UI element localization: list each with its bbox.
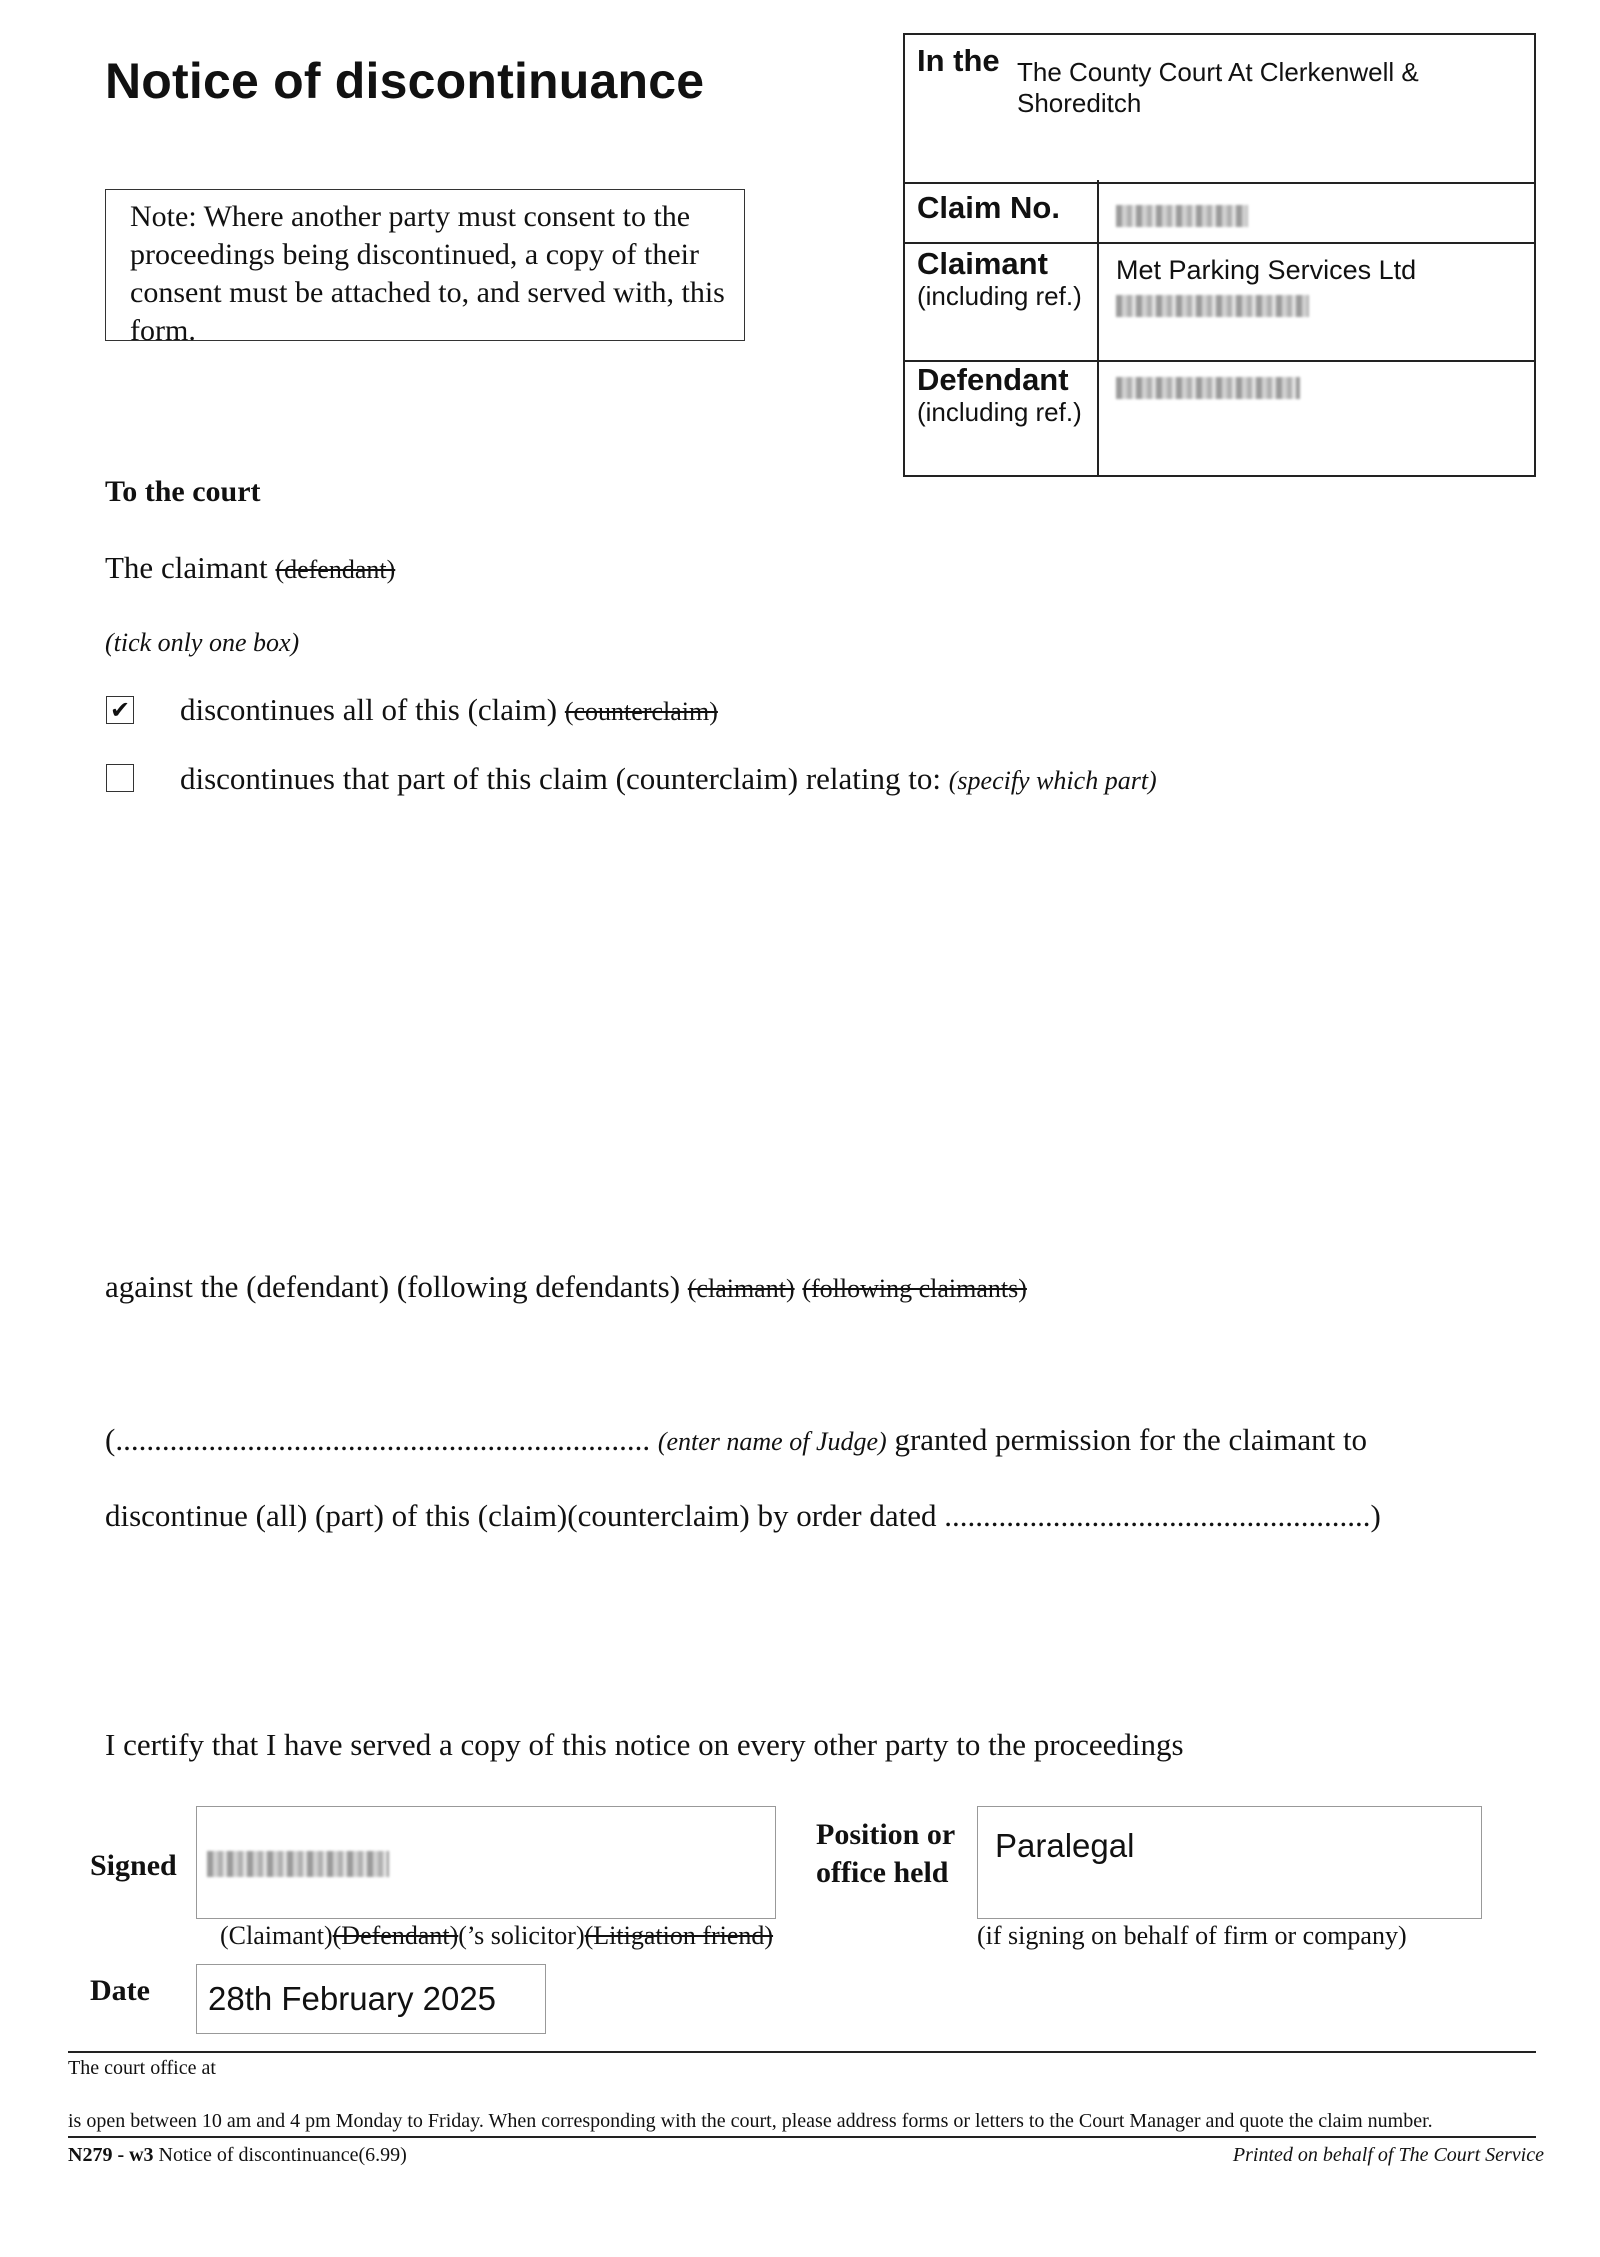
position-field[interactable] xyxy=(977,1806,1482,1919)
claimant-label: Claimant (including ref.) xyxy=(917,246,1082,311)
discontinue-part-checkbox[interactable] xyxy=(106,764,134,792)
court-office-label: The court office at xyxy=(68,2057,216,2079)
claim-no-value xyxy=(1116,202,1248,234)
position-label-line2: office held xyxy=(816,1856,949,1889)
position-label xyxy=(816,1816,955,1892)
claimant-line xyxy=(105,550,395,586)
against-line-struck-claimants: (following claimants) xyxy=(802,1274,1027,1303)
position-value: Paralegal xyxy=(995,1827,1135,1864)
against-line-struck-claimant: (claimant) xyxy=(687,1274,795,1303)
date-value: 28th February 2025 xyxy=(208,1980,497,2017)
against-line xyxy=(105,1269,1027,1305)
discontinue-all-checkbox[interactable]: ✔ xyxy=(106,696,134,724)
court-row xyxy=(905,35,1534,184)
defendant-row xyxy=(905,360,1534,477)
judge-permission-line xyxy=(105,1422,1367,1458)
court-name: The County Court At Clerkenwell & Shoreditch xyxy=(1017,57,1419,118)
court-hours-text: is open between 10 am and 4 pm Monday to Friday. When corresponding with the court, please address forms or letters to the Court Manager and quote the claim number. xyxy=(68,2110,1433,2132)
footer-rule-top xyxy=(68,2051,1536,2053)
judge-line-hint: (enter name of Judge) xyxy=(657,1427,887,1456)
discontinue-order-line: discontinue (all) (part) of this (claim)(counterclaim) by order dated .......................................................) xyxy=(105,1498,1381,1533)
discontinue-part-hint: (specify which part) xyxy=(948,766,1157,795)
judge-line-suffix: granted permission for the claimant to xyxy=(894,1422,1368,1457)
position-caption: (if signing on behalf of firm or company) xyxy=(977,1921,1407,1950)
defendant-label: Defendant (including ref.) xyxy=(917,362,1082,427)
certify-statement: I certify that I have served a copy of this notice on every other party to the proceedings xyxy=(105,1727,1184,1762)
printed-by: Printed on behalf of The Court Service xyxy=(1232,2144,1544,2166)
to-the-court-heading: To the court xyxy=(105,475,261,508)
claimant-row xyxy=(905,242,1534,362)
form-id xyxy=(68,2144,407,2167)
signed-caption xyxy=(220,1921,773,1951)
signed-caption-solicitor: (’s solicitor) xyxy=(458,1921,585,1950)
discontinue-all-struck: (counterclaim) xyxy=(564,697,718,726)
signed-caption-defendant: (Defendant) xyxy=(332,1921,459,1950)
footer-rule-bottom xyxy=(68,2136,1536,2138)
discontinue-part-text: discontinues that part of this claim (counterclaim) relating to: xyxy=(180,761,941,796)
form-code: N279 - w3 xyxy=(68,2144,154,2166)
claimant-ref xyxy=(1116,292,1309,324)
signed-caption-litigation-friend: (Litigation friend) xyxy=(584,1921,774,1950)
claimant-line-text: The claimant xyxy=(105,550,268,585)
tick-instruction: (tick only one box) xyxy=(105,628,300,657)
claimant-line-struck: (defendant) xyxy=(275,555,396,584)
signed-caption-claimant: (Claimant) xyxy=(220,1921,333,1950)
against-line-text: against the (defendant) (following defendants) xyxy=(105,1269,681,1304)
claim-no-label: Claim No. xyxy=(917,190,1060,225)
claimant-sub-label: (including ref.) xyxy=(917,281,1082,311)
in-the-label: In the xyxy=(917,43,1000,78)
discontinue-all-text: discontinues all of this (claim) xyxy=(180,692,558,727)
defendant-name xyxy=(1116,374,1300,406)
claimant-name: Met Parking Services Ltd xyxy=(1116,255,1417,285)
date-field[interactable] xyxy=(196,1964,546,2034)
court-details-box xyxy=(903,33,1536,477)
claim-no-row xyxy=(905,182,1534,244)
court-box-divider xyxy=(1097,180,1099,475)
consent-note: Note: Where another party must consent to the proceedings being discontinued, a copy of their consent must be attached to, and served with, this form. xyxy=(105,189,745,341)
discontinue-part-option xyxy=(180,761,1157,797)
judge-line-prefix: (..................................................................... xyxy=(105,1422,651,1457)
position-label-line1: Position or xyxy=(816,1818,956,1851)
page-title: Notice of discontinuance xyxy=(105,53,705,109)
form-name: Notice of discontinuance(6.99) xyxy=(158,2144,407,2166)
signature-field[interactable] xyxy=(196,1806,776,1919)
signature-redacted xyxy=(207,1851,389,1877)
date-label: Date xyxy=(90,1974,150,2007)
signed-label: Signed xyxy=(90,1849,177,1882)
discontinue-all-option xyxy=(180,692,718,728)
defendant-sub-label: (including ref.) xyxy=(917,397,1082,427)
